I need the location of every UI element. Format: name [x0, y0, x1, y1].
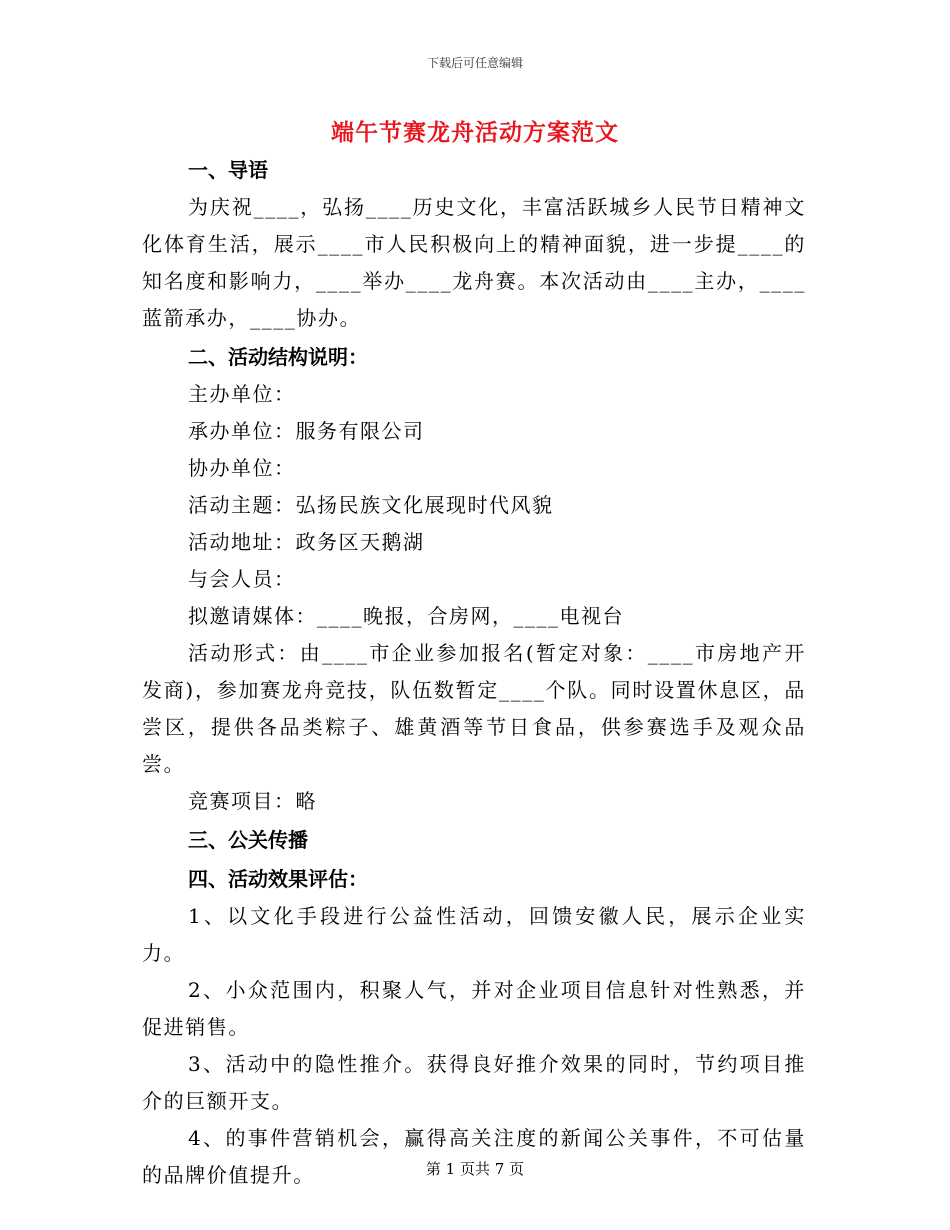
- section-heading-structure: 二、活动结构说明：: [188, 345, 368, 369]
- evaluation-item: 2、小众范围内，积聚人气，并对企业项目信息针对性熟悉，并促进销售。: [142, 978, 806, 1039]
- field-undertaker: 承办单位：服务有限公司: [188, 419, 425, 443]
- field-theme: 活动主题：弘扬民族文化展现时代风貌: [188, 493, 554, 517]
- document-body: [142, 152, 806, 1194]
- field-attendees: 与会人员：: [188, 567, 296, 591]
- section-heading-pr: 三、公关传播: [188, 828, 308, 852]
- form-paragraph: 活动形式：由____市企业参加报名(暂定对象：____市房地产开发商)，参加赛龙舟竞技，队伍数暂定____个队。同时设置休息区，品尝区，提供各品类粽子、雄黄酒等节日食品，供参赛选手及观众品尝。: [142, 641, 806, 776]
- field-co-organizer: 协办单位：: [188, 456, 296, 480]
- section-heading-evaluation: 四、活动效果评估：: [188, 867, 368, 891]
- section-heading-intro: 一、导语: [188, 158, 268, 182]
- intro-paragraph: 为庆祝____，弘扬____历史文化，丰富活跃城乡人民节日精神文化体育生活，展示____市人民积极向上的精神面貌，进一步提____的知名度和影响力，____举办____龙舟赛。本次活动由____主办，____蓝箭承办，____协办。: [142, 195, 806, 330]
- page-number: 第 1 页共 7 页: [425, 1160, 525, 1178]
- document-title: 端午节赛龙舟活动方案范文: [331, 119, 619, 146]
- evaluation-item: 4、的事件营销机会，赢得高关注度的新闻公关事件，不可估量的品牌价值提升。: [142, 1126, 806, 1187]
- evaluation-item: 3、活动中的隐性推介。获得良好推介效果的同时，节约项目推介的巨额开支。: [142, 1052, 806, 1113]
- field-media: 拟邀请媒体：____晚报，合房网，____电视台: [188, 604, 624, 628]
- field-address: 活动地址：政务区天鹅湖: [188, 530, 425, 554]
- field-organizer: 主办单位：: [188, 382, 296, 406]
- evaluation-item: 1、以文化手段进行公益性活动，回馈安徽人民，展示企业实力。: [142, 904, 806, 965]
- field-events: 竞赛项目：略: [188, 789, 317, 813]
- header-note: 下载后可任意编辑: [426, 56, 523, 70]
